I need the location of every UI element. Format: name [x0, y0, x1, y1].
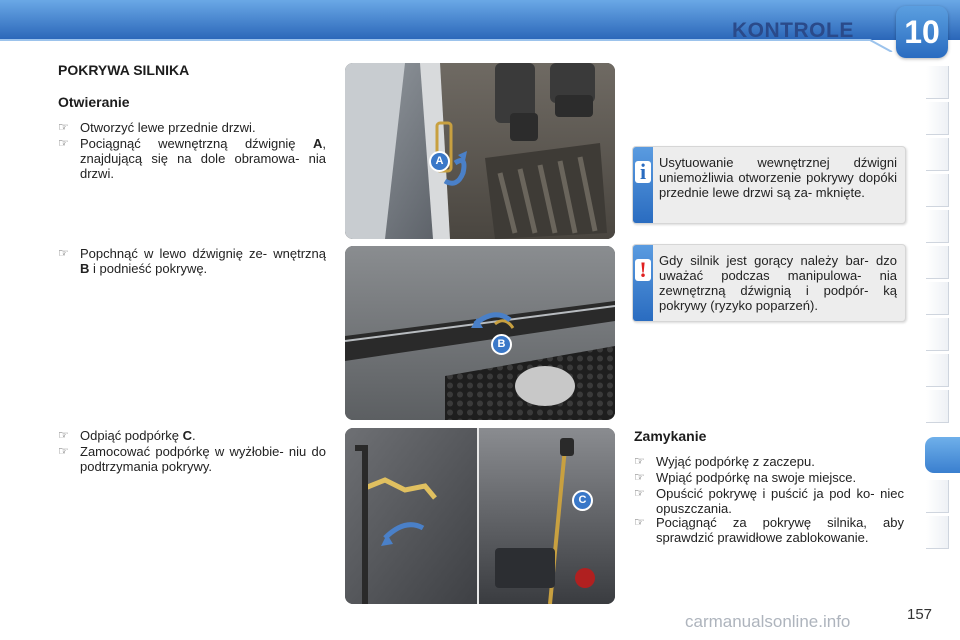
- chapter-title: KONTROLE: [732, 19, 854, 42]
- list-item: ☞ Wpiąć podpórkę na swoje miejsce.: [634, 470, 857, 485]
- warning-box: [632, 244, 906, 322]
- chapter-tabs: [926, 66, 960, 576]
- closing-title: Zamykanie: [634, 428, 707, 444]
- photo-bonnet-prop: [345, 428, 615, 604]
- chapter-tab[interactable]: [926, 66, 949, 99]
- info-box: [632, 146, 906, 224]
- list-item: ☞ Popchnąć w lewo dźwignię ze- wnętrzną B i podnieść pokrywę.: [58, 246, 326, 276]
- bullet-hand-icon: ☞: [58, 120, 69, 134]
- photo-interior-lever: [345, 63, 615, 239]
- watermark: carmanualsonline.info: [685, 612, 851, 631]
- chapter-tab[interactable]: [926, 354, 949, 387]
- callout-b: B: [491, 334, 512, 355]
- callout-a: A: [429, 151, 450, 172]
- photo-front-grille: [345, 246, 615, 420]
- callout-c: C: [572, 490, 593, 511]
- warning-icon: !: [635, 259, 651, 281]
- list-item: ☞ Pociągnąć wewnętrzną dźwignię A, znajdującą się na dole obramowa- nia drzwi.: [58, 136, 326, 181]
- bullet-hand-icon: ☞: [634, 515, 645, 529]
- chapter-tab[interactable]: [926, 516, 949, 549]
- chapter-number-badge: 10: [896, 6, 948, 58]
- chapter-tab-active[interactable]: [925, 437, 960, 473]
- list-item: ☞ Otworzyć lewe przednie drzwi.: [58, 120, 256, 135]
- info-text: Usytuowanie wewnętrznej dźwigni uniemożliwia otworzenie pokrywy dopóki przednie lewe drzwi są za- mknięte.: [659, 155, 897, 200]
- list-item: ☞ Wyjąć podpórkę z zaczepu.: [634, 454, 815, 469]
- info-icon: i: [635, 161, 651, 183]
- bullet-hand-icon: ☞: [634, 486, 645, 500]
- chapter-tab[interactable]: [926, 138, 949, 171]
- section-title: POKRYWA SILNIKA: [58, 62, 190, 78]
- chapter-tab[interactable]: [926, 480, 949, 513]
- bullet-hand-icon: ☞: [58, 444, 69, 458]
- warning-text: Gdy silnik jest gorący należy bar- dzo uważać podczas manipulowa- nia zewnętrzną dźwignią i podpór- ką pokrywy (ryzyko poparzeń).: [659, 253, 897, 313]
- chapter-tab[interactable]: [926, 246, 949, 279]
- chapter-tab[interactable]: [926, 390, 949, 423]
- bullet-hand-icon: ☞: [634, 470, 645, 484]
- page-number: 157: [907, 606, 933, 623]
- bullet-hand-icon: ☞: [58, 428, 69, 442]
- opening-title: Otwieranie: [58, 94, 130, 110]
- chapter-tab[interactable]: [926, 102, 949, 135]
- list-item: ☞ Zamocować podpórkę w wyżłobie- niu do podtrzymania pokrywy.: [58, 444, 326, 474]
- chapter-tab[interactable]: [926, 210, 949, 243]
- chapter-tab[interactable]: [926, 282, 949, 315]
- bullet-hand-icon: ☞: [634, 454, 645, 468]
- list-item: ☞ Opuścić pokrywę i puścić ja pod ko- niec opuszczania.: [634, 486, 904, 516]
- list-item: ☞ Odpiąć podpórkę C.: [58, 428, 196, 443]
- chapter-tab[interactable]: [926, 318, 949, 351]
- chapter-tab[interactable]: [926, 174, 949, 207]
- list-item: ☞ Pociągnąć za pokrywę silnika, aby sprawdzić prawidłowe zablokowanie.: [634, 515, 904, 545]
- bullet-hand-icon: ☞: [58, 136, 69, 150]
- bullet-hand-icon: ☞: [58, 246, 69, 260]
